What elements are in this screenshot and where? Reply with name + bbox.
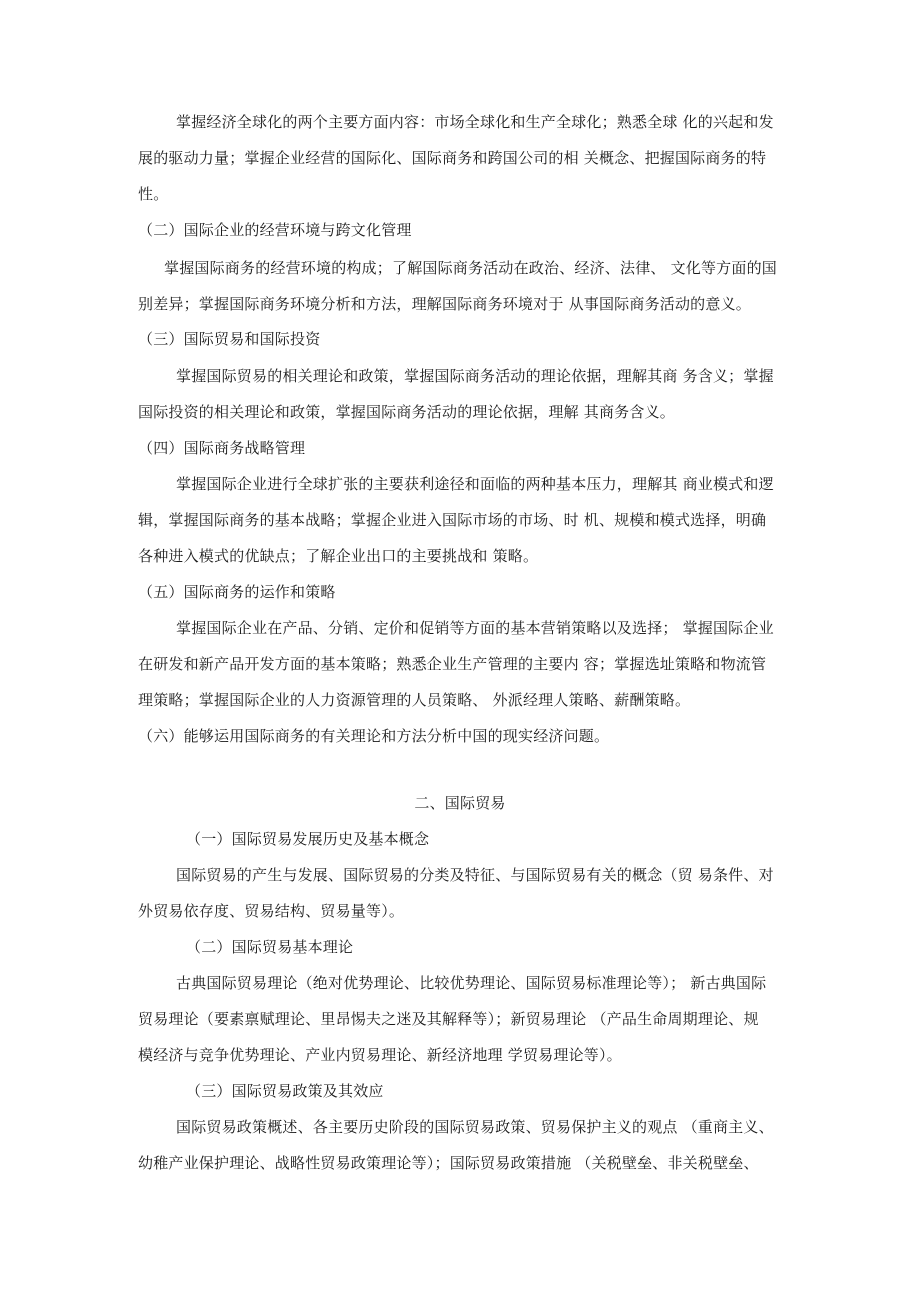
paragraph-line: 国际贸易的产生与发展、国际贸易的分类及特征、与国际贸易有关的概念（贸 易条件、对 (176, 866, 774, 884)
paragraph-line: 贸易理论（要素禀赋理论、里昂惕夫之迷及其解释等）；新贸易理论 （产品生命周期理论、规 (138, 1010, 759, 1028)
paragraph-line: 模经济与竞争优势理论、产业内贸易理论、新经济地理 学贸易理论等）。 (138, 1046, 622, 1064)
paragraph-line: 辑，掌握国际商务的基本战略；掌握企业进入国际市场的市场、时 机、规模和模式选择，明确 (138, 511, 767, 529)
paragraph-line: 外贸易依存度、贸易结构、贸易量等）。 (138, 902, 405, 920)
subsection-heading: （三）国际贸易和国际投资 (138, 330, 321, 348)
paragraph-line: 古典国际贸易理论（绝对优势理论、比较优势理论、国际贸易标准理论等）； 新古典国际 (176, 974, 767, 992)
section-title: 二、国际贸易 (414, 794, 506, 812)
paragraph-line: 理策略；掌握国际企业的人力资源管理的人员策略、 外派经理人策略、薪酬策略。 (138, 691, 691, 709)
subsection-heading: （二）国际企业的经营环境与跨文化管理 (138, 221, 412, 239)
paragraph-line: 国际投资的相关理论和政策，掌握国际商务活动的理论依据，理解 其商务含义。 (138, 403, 675, 421)
paragraph-line: 掌握国际企业进行全球扩张的主要获利途径和面临的两种基本压力，理解其 商业模式和逻 (176, 475, 774, 493)
paragraph-line: 在研发和新产品开发方面的基本策略；熟悉企业生产管理的主要内 容；掌握选址策略和物流管 (138, 655, 767, 673)
paragraph-line: 幼稚产业保护理论、战略性贸易政策理论等）；国际贸易政策措施 （关税壁垒、非关税壁垒、 (138, 1154, 759, 1172)
paragraph-line: 掌握经济全球化的两个主要方面内容：市场全球化和生产全球化；熟悉全球 化的兴起和发 (176, 113, 774, 131)
subsection-heading: （二）国际贸易基本理论 (186, 938, 354, 956)
paragraph-line: 国际贸易政策概述、各主要历史阶段的国际贸易政策、贸易保护主义的观点 （重商主义、 (176, 1118, 774, 1136)
paragraph-line: 掌握国际贸易的相关理论和政策，掌握国际商务活动的理论依据，理解其商 务含义；掌握 (176, 367, 774, 385)
paragraph-line: 性。 (138, 185, 169, 203)
subsection-heading: （六）能够运用国际商务的有关理论和方法分析中国的现实经济问题。 (138, 727, 610, 745)
subsection-heading: （五）国际商务的运作和策略 (138, 583, 336, 601)
subsection-heading: （四）国际商务战略管理 (138, 439, 306, 457)
paragraph-line: 别差异；掌握国际商务环境分析和方法，理解国际商务环境对于 从事国际商务活动的意义。 (138, 295, 751, 313)
paragraph-line: 掌握国际商务的经营环境的构成；了解国际商务活动在政治、经济、法律、 文化等方面的国 (164, 259, 777, 277)
subsection-heading: （一）国际贸易发展历史及基本概念 (186, 830, 430, 848)
paragraph-line: 掌握国际企业在产品、分销、定价和促销等方面的基本营销策略以及选择； 掌握国际企业 (176, 619, 774, 637)
subsection-heading: （三）国际贸易政策及其效应 (186, 1082, 384, 1100)
paragraph-line: 展的驱动力量；掌握企业经营的国际化、国际商务和跨国公司的相 关概念、把握国际商务的特 (138, 149, 767, 167)
paragraph-line: 各种进入模式的优缺点；了解企业出口的主要挑战和 策略。 (138, 547, 539, 565)
